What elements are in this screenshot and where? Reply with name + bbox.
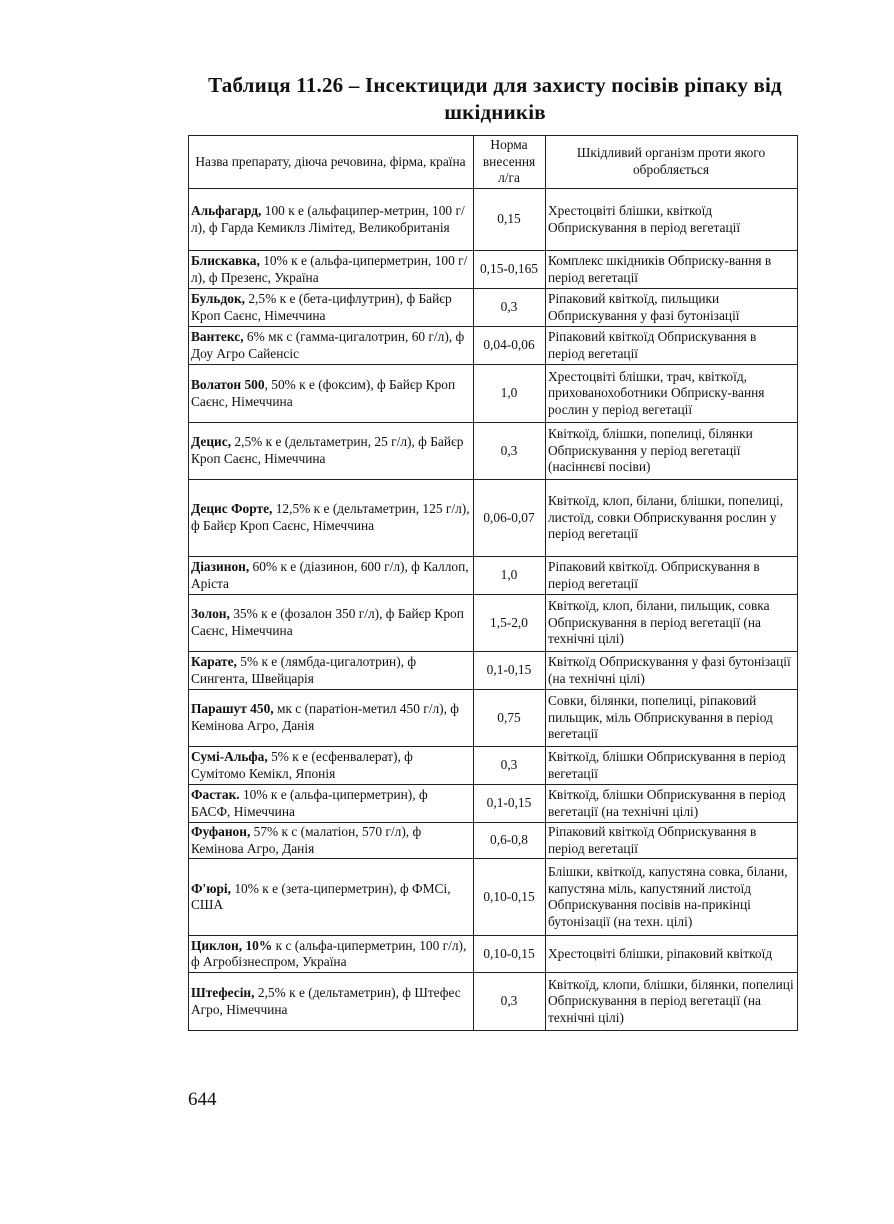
rate-cell: 0,3 [474, 289, 546, 327]
product-name: Децис Форте, [191, 501, 273, 517]
product-cell [189, 289, 474, 327]
table-row [189, 480, 798, 557]
rate-cell: 0,15-0,165 [474, 251, 546, 289]
table-row [189, 327, 798, 365]
target-cell: Блішки, квіткоїд, капустяна совка, білани, капустяна міль, капустяний листоїд Обприскування посівів на-прикінці бутонізації (на техн. цілі) [546, 859, 798, 936]
product-cell [189, 859, 474, 936]
product-name: Альфагард, [191, 202, 262, 218]
target-cell: Квіткоїд, блішки Обприскування в період вегетації [546, 747, 798, 785]
product-name: Золон, [191, 606, 230, 622]
target-cell: Ріпаковий квіткоїд Обприскування в період вегетації [546, 823, 798, 859]
rate-cell: 0,06-0,07 [474, 480, 546, 557]
target-cell: Квіткоїд, блішки, попелиці, білянки Обприскування у період вегетації (насіннєві посіви) [546, 423, 798, 480]
product-cell [189, 652, 474, 690]
product-details: 10% к е (альфа-циперметрин, 100 г/л), ф Презенс, Україна [191, 252, 468, 285]
target-cell: Квіткоїд Обприскування у фазі бутонізації (на технічні цілі) [546, 652, 798, 690]
table-row [189, 365, 798, 423]
target-cell: Хрестоцвіті блішки, ріпаковий квіткоїд [546, 936, 798, 973]
product-name: Децис, [191, 434, 232, 450]
product-details: 60% к е (діазинон, 600 г/л), ф Каллоп, Арiста [191, 558, 469, 591]
table-row [189, 189, 798, 251]
product-details: 100 к е (альфаципер-метрин, 100 г/л), ф Гарда Кемиклз Лімітед, Великобританія [191, 202, 465, 235]
header-target: Шкідливий організм проти якого обробляється [546, 136, 798, 189]
target-cell: Комплекс шкідників Обприску-вання в період вегетації [546, 251, 798, 289]
rate-cell: 0,3 [474, 747, 546, 785]
rate-cell: 0,1-0,15 [474, 785, 546, 823]
product-details: 2,5% к е (дельтаметрин, 25 г/л), ф Байєр Кроп Саєнс, Німеччина [191, 434, 464, 466]
rate-cell: 0,3 [474, 423, 546, 480]
product-cell [189, 747, 474, 785]
rate-cell: 0,6-0,8 [474, 823, 546, 859]
product-name: Ф'юрі, [191, 880, 231, 896]
product-details: 2,5% к е (дельтаметрин), ф Штефес Агро, Німеччина [191, 985, 461, 1017]
product-cell [189, 365, 474, 423]
product-name: Сумі-Альфа, [191, 748, 268, 764]
table-row [189, 289, 798, 327]
table-row [189, 823, 798, 859]
product-cell [189, 327, 474, 365]
rate-cell: 0,10-0,15 [474, 859, 546, 936]
product-name: Бульдок, [191, 290, 246, 306]
product-name: Фуфанон, [191, 824, 251, 839]
target-cell: Ріпаковий квіткоїд, пильщики Обприскування у фазі бутонізації [546, 289, 798, 327]
target-cell: Квіткоїд, блішки Обприскування в період вегетації (на технічні цілі) [546, 785, 798, 823]
rate-cell: 0,15 [474, 189, 546, 251]
table-row [189, 595, 798, 652]
rate-cell: 0,10-0,15 [474, 936, 546, 973]
header-product: Назва препарату, діюча речовина, фірма, країна [189, 136, 474, 189]
product-cell [189, 973, 474, 1031]
product-cell [189, 480, 474, 557]
product-cell [189, 690, 474, 747]
header-rate: Норма внесення л/га [474, 136, 546, 189]
target-cell: Ріпаковий квіткоїд. Обприскування в період вегетації [546, 557, 798, 595]
product-cell [189, 251, 474, 289]
target-cell: Хрестоцвіті блішки, трач, квіткоїд, прихованохоботники Обприску-вання рослин у період вегетації [546, 365, 798, 423]
product-name: Парашут 450, [191, 701, 274, 717]
table-row [189, 973, 798, 1031]
product-cell [189, 423, 474, 480]
insecticide-table [188, 135, 798, 1031]
rate-cell: 0,04-0,06 [474, 327, 546, 365]
product-cell [189, 557, 474, 595]
product-details: 10% к е (зета-циперметрин), ф ФМСі, США [191, 880, 451, 913]
target-cell: Квіткоїд, клоп, білани, блішки, попелиці, листоїд, совки Обприскування рослин у період вегетації [546, 480, 798, 557]
product-details: мк с (паратіон-метил 450 г/л), ф Кемінова Агро, Данія [191, 701, 459, 733]
product-name: Карате, [191, 653, 237, 669]
product-name: Фастак. [191, 786, 240, 802]
rate-cell: 1,0 [474, 365, 546, 423]
product-cell [189, 785, 474, 823]
product-details: 5% к е (лямбда-цигалотрин), ф Сингента, Швейцарія [191, 653, 417, 686]
product-name: Блискавка, [191, 252, 260, 268]
product-name: Діазинон, [191, 558, 250, 574]
table-row [189, 690, 798, 747]
product-details: 6% мк с (гамма-цигалотрин, 60 г/л), ф Доу Агро Сайенсіс [191, 328, 465, 361]
target-cell: Совки, білянки, попелиці, ріпаковий пильщик, міль Обприскування в період вегетації [546, 690, 798, 747]
table-row [189, 747, 798, 785]
product-name: Волатон 500 [191, 376, 265, 392]
rate-cell: 0,3 [474, 973, 546, 1031]
product-name: Циклон, 10% [191, 937, 273, 953]
product-details: 10% к е (альфа-циперметрин), ф БАСФ, Німеччина [191, 786, 428, 819]
product-cell [189, 189, 474, 251]
product-name: Штефесін, [191, 985, 255, 1001]
table-header-row [189, 136, 798, 189]
target-cell: Квіткоїд, клоп, білани, пильщик, совка Обприскування в період вегетації (на технічні цілі) [546, 595, 798, 652]
table-row [189, 251, 798, 289]
product-details: 57% к с (малатіон, 570 г/л), ф Кемінова Агро, Данія [191, 824, 422, 856]
product-details: 5% к е (есфенвалерат), ф Сумітомо Кемікл, Японія [191, 748, 413, 781]
table-title: Таблиця 11.26 – Інсектициди для захисту посівів ріпаку від шкідників [208, 73, 782, 124]
product-details: 2,5% к е (бета-цифлутрин), ф Байєр Кроп Саєнс, Німеччина [191, 290, 452, 323]
table-row [189, 936, 798, 973]
target-cell: Квіткоїд, клопи, блішки, білянки, попелиці Обприскування в період вегетації (на технічні цілі) [546, 973, 798, 1031]
product-details: к с (альфа-циперметрин, 100 г/л), ф Агробізнеспром, Україна [191, 937, 467, 970]
rate-cell: 0,75 [474, 690, 546, 747]
target-cell: Хрестоцвіті блішки, квіткоїд Обприскування в період вегетації [546, 189, 798, 251]
target-cell: Ріпаковий квіткоїд Обприскування в період вегетації [546, 327, 798, 365]
product-name: Вантекс, [191, 328, 244, 344]
product-cell [189, 595, 474, 652]
product-cell [189, 823, 474, 859]
table-row [189, 652, 798, 690]
product-details: 12,5% к е (дельтаметрин, 125 г/л), ф Байєр Кроп Саєнс, Німеччина [191, 501, 470, 533]
product-details: , 50% к е (фоксим), ф Байєр Кроп Саєнс, Німеччина [191, 376, 456, 409]
product-cell [189, 936, 474, 973]
table-row [189, 859, 798, 936]
product-details: 35% к е (фозалон 350 г/л), ф Байєр Кроп Саєнс, Німеччина [191, 606, 464, 638]
rate-cell: 0,1-0,15 [474, 652, 546, 690]
rate-cell: 1,0 [474, 557, 546, 595]
page-number: 644 [188, 1089, 217, 1110]
table-row [189, 785, 798, 823]
table-row [189, 423, 798, 480]
table-row [189, 557, 798, 595]
rate-cell: 1,5-2,0 [474, 595, 546, 652]
